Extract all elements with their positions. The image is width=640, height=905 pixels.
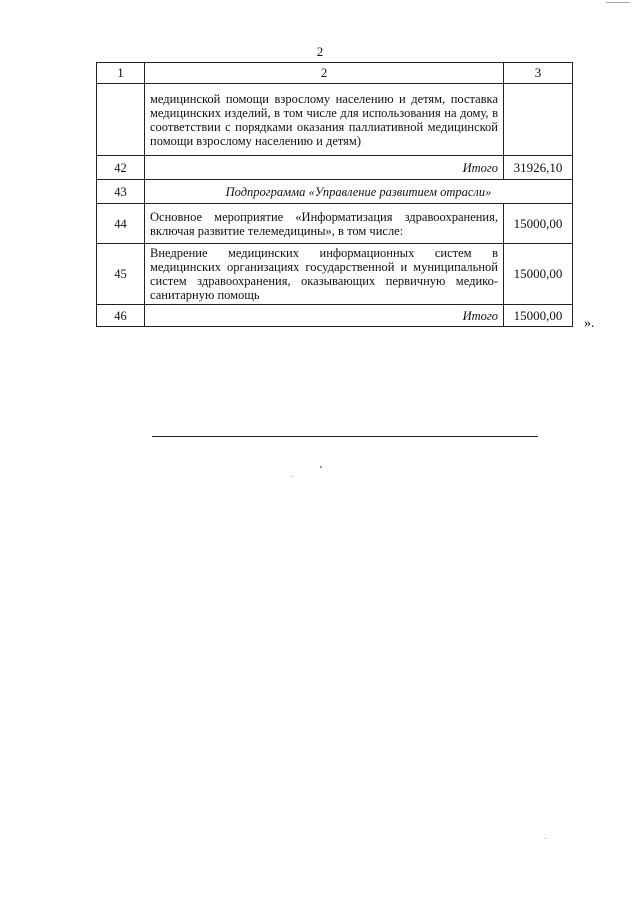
header-col-2: 2 (145, 63, 504, 84)
header-col-1: 1 (97, 63, 145, 84)
row-total-label: Итого (145, 156, 504, 180)
row-value (504, 84, 573, 156)
separator-line (152, 436, 538, 437)
table-row (97, 180, 573, 204)
row-number: 45 (97, 244, 145, 305)
row-number: 44 (97, 204, 145, 244)
table-row (97, 84, 573, 156)
row-text: Основное мероприятие «Информатизация здравоохранения, включая развитие телемедицины», в том числе: (145, 204, 504, 244)
row-text: Внедрение медицинских информационных систем в медицинских организациях государственной и муниципальной систем здравоохранения, оказывающих первичную медико-санитарную помощь (145, 244, 504, 305)
corner-scan-mark (606, 2, 630, 3)
row-number (97, 84, 145, 156)
row-text: медицинской помощи взрослому населению и детям, поставка медицинских изделий, в том числе для использования на дому, в соответствии с порядками оказания паллиативной медицинской помощи взрослому населению и детям) (145, 84, 504, 156)
row-value: 31926,10 (504, 156, 573, 180)
budget-table (96, 62, 573, 327)
scan-speck (320, 466, 322, 468)
table-row (97, 156, 573, 180)
row-total-label: Итого (145, 305, 504, 327)
closing-quote: ». (584, 316, 595, 331)
header-col-3: 3 (504, 63, 573, 84)
row-value: 15000,00 (504, 204, 573, 244)
table-row (97, 204, 573, 244)
row-value: 15000,00 (504, 244, 573, 305)
subprogram-title: Подпрограмма «Управление развитием отрасли» (145, 180, 573, 204)
table-row (97, 305, 573, 327)
table-header-row (97, 63, 573, 84)
row-number: 43 (97, 180, 145, 204)
scan-speck (292, 476, 293, 477)
row-value: 15000,00 (504, 305, 573, 327)
page-number: 2 (316, 44, 324, 59)
scan-speck (545, 838, 546, 839)
table-row (97, 244, 573, 305)
row-number: 42 (97, 156, 145, 180)
row-number: 46 (97, 305, 145, 327)
